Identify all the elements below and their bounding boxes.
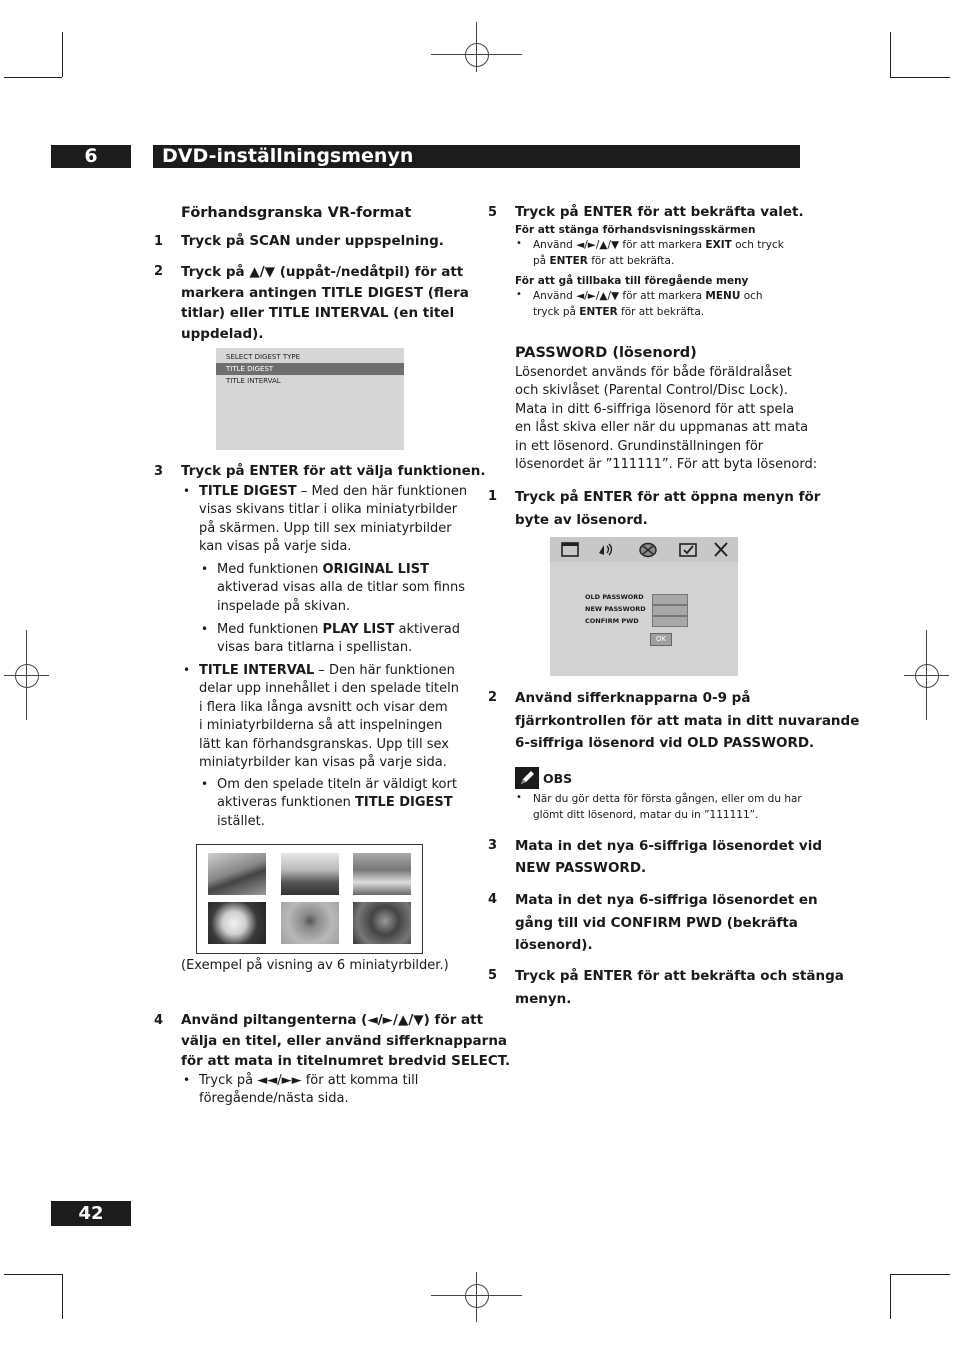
- bullet: •: [201, 622, 209, 636]
- section-heading-password: PASSWORD (lösenord): [515, 345, 697, 361]
- thumbnail-image[interactable]: [353, 902, 411, 944]
- menu-title: SELECT DIGEST TYPE: [226, 353, 301, 361]
- old-password-label: OLD PASSWORD: [585, 593, 644, 601]
- step-text: Mata in det nya 6-siffriga lösenordet vid NEW PASSWORD.: [515, 838, 822, 876]
- subheading: För att gå tillbaka till föregående meny: [515, 275, 749, 287]
- bullet: •: [516, 792, 522, 803]
- registration-mark: [15, 664, 39, 688]
- step-number: 4: [488, 892, 498, 907]
- step-number: 5: [488, 205, 498, 220]
- confirm-password-label: CONFIRM PWD: [585, 617, 639, 625]
- registration-line: [476, 1272, 477, 1322]
- bullet: •: [183, 663, 191, 677]
- thumbnail-preview-grid: [196, 844, 423, 954]
- step-number: 2: [488, 690, 498, 705]
- registration-line: [926, 630, 927, 720]
- note-text: När du gör detta för första gången, eller om du har glömt ditt lösenord, matar du in ”111111”.: [533, 793, 802, 821]
- step-number: 2: [154, 264, 164, 279]
- crop-mark: [4, 1274, 62, 1275]
- registration-line: [26, 630, 27, 720]
- crop-mark: [62, 32, 63, 77]
- step-text: Tryck på ENTER för att välja funktionen.: [181, 463, 486, 479]
- step-number: 1: [154, 234, 164, 249]
- bullet: •: [516, 289, 522, 300]
- lock-disc-icon[interactable]: [638, 541, 658, 558]
- step-text: Tryck på ENTER för att bekräfta och stänga menyn.: [515, 968, 844, 1007]
- note-pencil-icon: [515, 767, 539, 789]
- old-password-field[interactable]: [652, 594, 688, 605]
- exit-icon[interactable]: [711, 541, 731, 558]
- chapter-title: DVD-inställningsmenyn: [162, 145, 414, 167]
- menu-icon-bar: [550, 537, 738, 562]
- step-text: Använd sifferknapparna 0-9 på fjärrkontrollen för att mata in ditt nuvarande 6-siffriga lösenord vid OLD PASSWORD.: [515, 690, 860, 751]
- crop-mark: [890, 32, 891, 77]
- ok-button[interactable]: OK: [650, 633, 672, 646]
- preferences-icon[interactable]: [678, 541, 698, 558]
- step-number: 3: [154, 464, 164, 479]
- bullet: •: [201, 777, 209, 791]
- select-digest-type-menu: [216, 348, 404, 450]
- bullet-text: Använd ◄/►/▲/▼ för att markera MENU och tryck på ENTER för att bekräfta.: [533, 290, 763, 318]
- step-number: 5: [488, 968, 498, 983]
- crop-mark: [890, 1274, 891, 1319]
- bullet: •: [183, 484, 191, 498]
- registration-mark: [465, 43, 489, 67]
- step-text: Använd piltangenterna (◄/►/▲/▼) för att välja en titel, eller använd sifferknapparna för att mata in titelnumret bredvid SELECT.: [181, 1012, 511, 1069]
- section-heading-vr-preview: Förhandsgranska VR-format: [181, 205, 412, 221]
- step-text: Tryck på ▲/▼ (uppåt-/nedåtpil) för att markera antingen TITLE DIGEST (flera titlar) eller TITLE INTERVAL (en titel uppdelad).: [181, 264, 469, 342]
- bullet-text: Med funktionen PLAY LIST aktiverad visas bara titlarna i spellistan.: [217, 622, 460, 656]
- crop-mark: [62, 1274, 63, 1319]
- bullet-text: Använd ◄/►/▲/▼ för att markera EXIT och tryck på ENTER för att bekräfta.: [533, 239, 784, 267]
- thumbnail-image[interactable]: [208, 853, 266, 895]
- bullet: •: [516, 238, 522, 249]
- crop-mark: [4, 77, 62, 78]
- registration-mark: [465, 1284, 489, 1308]
- chapter-number: 6: [84, 145, 98, 167]
- step-text: Tryck på ENTER för att bekräfta valet.: [515, 204, 804, 220]
- crop-mark: [890, 77, 950, 78]
- chapter-header-gap: [131, 145, 153, 168]
- monitor-icon[interactable]: [560, 541, 580, 558]
- step-text: Mata in det nya 6-siffriga lösenordet en gång till vid CONFIRM PWD (bekräfta lösenord).: [515, 892, 818, 953]
- password-intro: Lösenordet används för både föräldralåset och skivlåset (Parental Control/Disc Lock). Mata in ditt 6-siffriga lösenord för att spela en låst skiva eller när du uppmanas att mata in ett lösenord. Grundinställningen för lösenordet är ”111111”. För att byta lösenord:: [515, 365, 818, 473]
- bullet-text: TITLE DIGEST – Med den här funktionen visas skivans titlar i olika miniatyrbilder på skärmen. Upp till sex miniatyrbilder kan visas på varje sida.: [199, 484, 468, 555]
- step-number: 1: [488, 489, 498, 504]
- new-password-field[interactable]: [652, 605, 688, 616]
- step-text: Tryck på ENTER för att öppna menyn för byte av lösenord.: [515, 489, 821, 528]
- menu-option-title-digest[interactable]: TITLE DIGEST: [216, 363, 404, 375]
- step-number: 3: [488, 838, 498, 853]
- bullet-text: TITLE INTERVAL – Den här funktionen delar upp innehållet i den spelade titeln i flera lika långa avsnitt och visar dem i miniatyrbilderna så att inspelningen lätt kan förhandsgranskas. Upp till sex miniatyrbilder kan visas på varje sida.: [199, 663, 459, 771]
- bullet-text: Tryck på ◄◄/►► för att komma till föregående/nästa sida.: [199, 1073, 419, 1107]
- bullet: •: [201, 562, 209, 576]
- note-label: OBS: [543, 771, 573, 786]
- bullet-text: Om den spelade titeln är väldigt kort aktiveras funktionen TITLE DIGEST istället.: [217, 777, 457, 829]
- confirm-password-field[interactable]: [652, 616, 688, 627]
- thumbnail-image[interactable]: [281, 853, 339, 895]
- menu-option-title-interval[interactable]: TITLE INTERVAL: [226, 377, 281, 385]
- step-text: Tryck på SCAN under uppspelning.: [181, 233, 444, 249]
- registration-line: [476, 22, 477, 72]
- new-password-label: NEW PASSWORD: [585, 605, 646, 613]
- password-change-menu: [550, 537, 738, 676]
- thumbnail-image[interactable]: [353, 853, 411, 895]
- page-number: 42: [51, 1201, 131, 1226]
- thumbnail-image[interactable]: [281, 902, 339, 944]
- audio-icon[interactable]: [596, 541, 616, 558]
- bullet: •: [183, 1073, 191, 1087]
- figure-caption: (Exempel på visning av 6 miniatyrbilder.): [181, 958, 449, 973]
- registration-mark: [915, 664, 939, 688]
- step-number: 4: [154, 1013, 164, 1028]
- thumbnail-image[interactable]: [208, 902, 266, 944]
- crop-mark: [890, 1274, 950, 1275]
- subheading: För att stänga förhandsvisningsskärmen: [515, 224, 756, 236]
- bullet-text: Med funktionen ORIGINAL LIST aktiverad visas alla de titlar som finns inspelade på skivan.: [217, 562, 466, 614]
